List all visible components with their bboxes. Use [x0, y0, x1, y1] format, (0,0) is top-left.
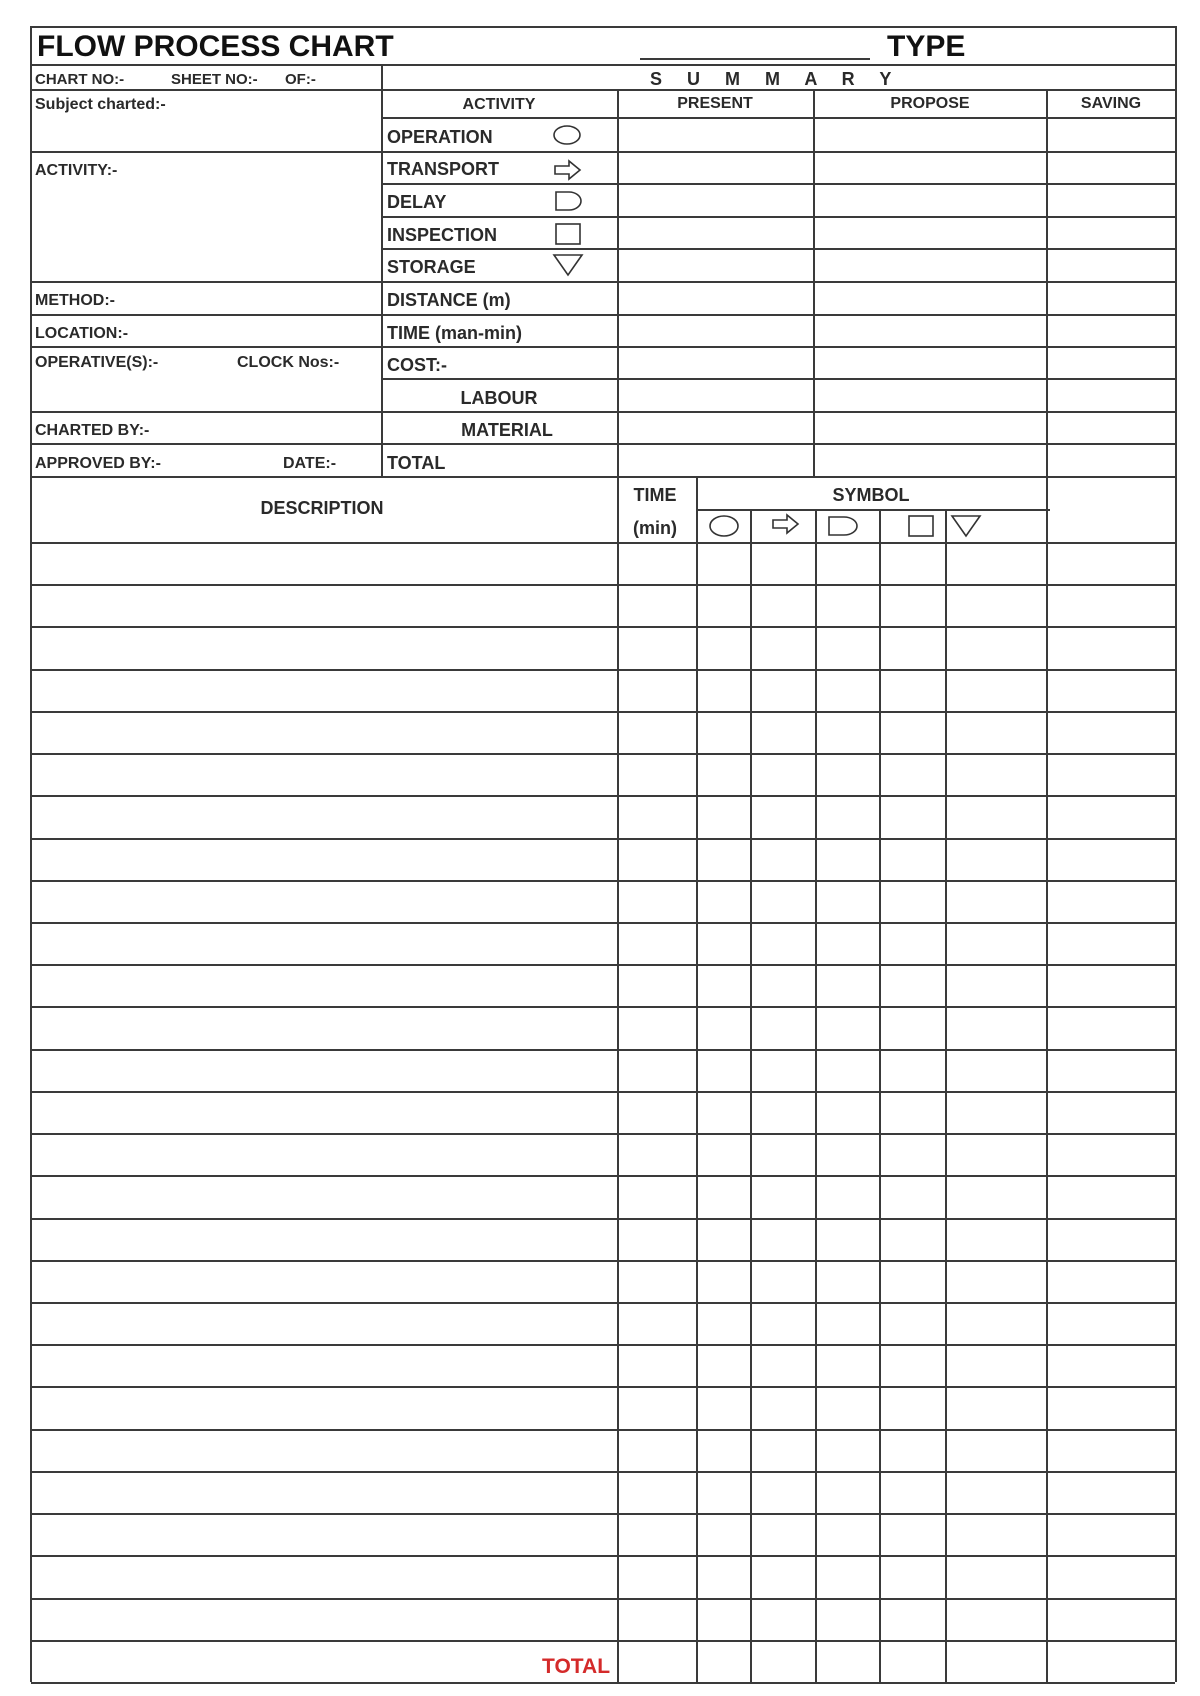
chart-no-label: CHART NO:- — [35, 71, 125, 88]
detail-row-line — [31, 922, 1175, 924]
storage-triangle-icon — [949, 513, 983, 539]
method-label: METHOD:- — [35, 292, 115, 309]
activity-label: ACTIVITY:- — [35, 162, 118, 179]
detail-header-line — [31, 542, 1175, 544]
type-label: TYPE — [887, 30, 966, 63]
subject-charted-label: Subject charted:- — [35, 96, 166, 113]
time-man-min-label: TIME (man-min) — [387, 323, 522, 343]
col-sym2-right — [815, 509, 817, 1682]
left-line-method — [31, 314, 1175, 316]
detail-row-line — [31, 1344, 1175, 1346]
of-label: OF:- — [285, 71, 316, 88]
detail-row-line — [31, 711, 1175, 713]
transport-label: TRANSPORT — [387, 159, 499, 179]
operation-label: OPERATION — [387, 127, 493, 147]
propose-header: PROPOSE — [890, 95, 970, 112]
detail-row-line — [31, 1133, 1175, 1135]
transport-arrow-icon — [553, 158, 583, 182]
col-sym1-right — [750, 509, 752, 1682]
detail-row-line — [31, 880, 1175, 882]
detail-row-line — [31, 795, 1175, 797]
type-underline — [640, 58, 870, 60]
sheet-no-label: SHEET NO:- — [171, 71, 258, 88]
col-present-right — [813, 89, 815, 476]
present-header: PRESENT — [677, 95, 753, 112]
delay-d-icon — [553, 189, 585, 213]
inspection-square-icon — [553, 221, 583, 247]
chart-title: FLOW PROCESS CHART — [37, 30, 394, 63]
delay-label: DELAY — [387, 192, 447, 212]
summary-row-line — [382, 183, 1175, 185]
left-line-operatives — [31, 411, 1175, 413]
time-unit: (min) — [633, 518, 677, 538]
left-line-charted — [31, 443, 1175, 445]
inspection-label: INSPECTION — [387, 225, 498, 245]
detail-row-line — [31, 1049, 1175, 1051]
description-header: DESCRIPTION — [260, 498, 384, 518]
detail-row-line — [31, 626, 1175, 628]
summary-row-line — [382, 216, 1175, 218]
clock-nos-label: CLOCK Nos:- — [237, 354, 340, 371]
border-top — [31, 26, 1175, 28]
detail-row-line — [31, 1471, 1175, 1473]
detail-row-line — [31, 584, 1175, 586]
border-left — [30, 26, 32, 1682]
detail-row-line — [31, 1429, 1175, 1431]
detail-row-line — [31, 1175, 1175, 1177]
col-propose-right — [1046, 89, 1048, 1682]
approved-by-label: APPROVED BY:- — [35, 455, 161, 472]
labour-label: LABOUR — [460, 388, 538, 408]
detail-row-line — [31, 1555, 1175, 1557]
detail-row-line — [31, 1682, 1175, 1684]
col-activity-right — [617, 89, 619, 1682]
detail-row-line — [31, 1302, 1175, 1304]
detail-row-line — [31, 1598, 1175, 1600]
left-line-subject — [31, 151, 1175, 153]
summary-label: S U M M A R Y — [650, 69, 892, 89]
border-right — [1175, 26, 1177, 1682]
distance-label: DISTANCE (m) — [387, 290, 511, 310]
delay-d-icon — [826, 514, 862, 538]
col-sym4-right — [945, 509, 947, 1682]
detail-row-line — [31, 1091, 1175, 1093]
operation-circle-icon — [551, 123, 583, 147]
summary-bottom-line — [31, 476, 1175, 478]
symbol-header: SYMBOL — [832, 485, 910, 505]
operation-circle-icon — [707, 514, 741, 538]
col-sym3-right — [879, 509, 881, 1682]
total-label: TOTAL — [387, 453, 446, 473]
col-summary-left — [381, 64, 383, 476]
detail-row-line — [31, 1386, 1175, 1388]
saving-header: SAVING — [1080, 95, 1142, 112]
detail-row-line — [31, 669, 1175, 671]
detail-row-line — [31, 1513, 1175, 1515]
detail-row-line — [31, 1260, 1175, 1262]
left-line-location — [31, 346, 1175, 348]
left-line-activity — [31, 281, 1175, 283]
storage-triangle-icon — [551, 252, 585, 278]
detail-row-line — [31, 838, 1175, 840]
header-line — [31, 64, 1175, 66]
detail-total-label: TOTAL — [542, 1655, 611, 1678]
cost-label: COST:- — [387, 355, 447, 375]
detail-row-line — [31, 753, 1175, 755]
time-header: TIME — [633, 485, 677, 505]
inspection-square-icon — [906, 513, 936, 539]
detail-row-line — [31, 1006, 1175, 1008]
activity-header: ACTIVITY — [462, 96, 536, 113]
col-time-right — [696, 476, 698, 1682]
summary-row-line — [382, 248, 1175, 250]
detail-row-line — [31, 964, 1175, 966]
summary-line — [31, 89, 1175, 91]
date-label: DATE:- — [283, 455, 337, 472]
charted-by-label: CHARTED BY:- — [35, 422, 150, 439]
summary-row-line — [382, 378, 1175, 380]
summary-row-line — [382, 117, 1175, 119]
operatives-label: OPERATIVE(S):- — [35, 354, 159, 371]
transport-arrow-icon — [771, 512, 801, 536]
material-label: MATERIAL — [461, 420, 553, 440]
storage-label: STORAGE — [387, 257, 476, 277]
location-label: LOCATION:- — [35, 325, 129, 342]
detail-row-line — [31, 1218, 1175, 1220]
detail-row-line — [31, 1640, 1175, 1642]
